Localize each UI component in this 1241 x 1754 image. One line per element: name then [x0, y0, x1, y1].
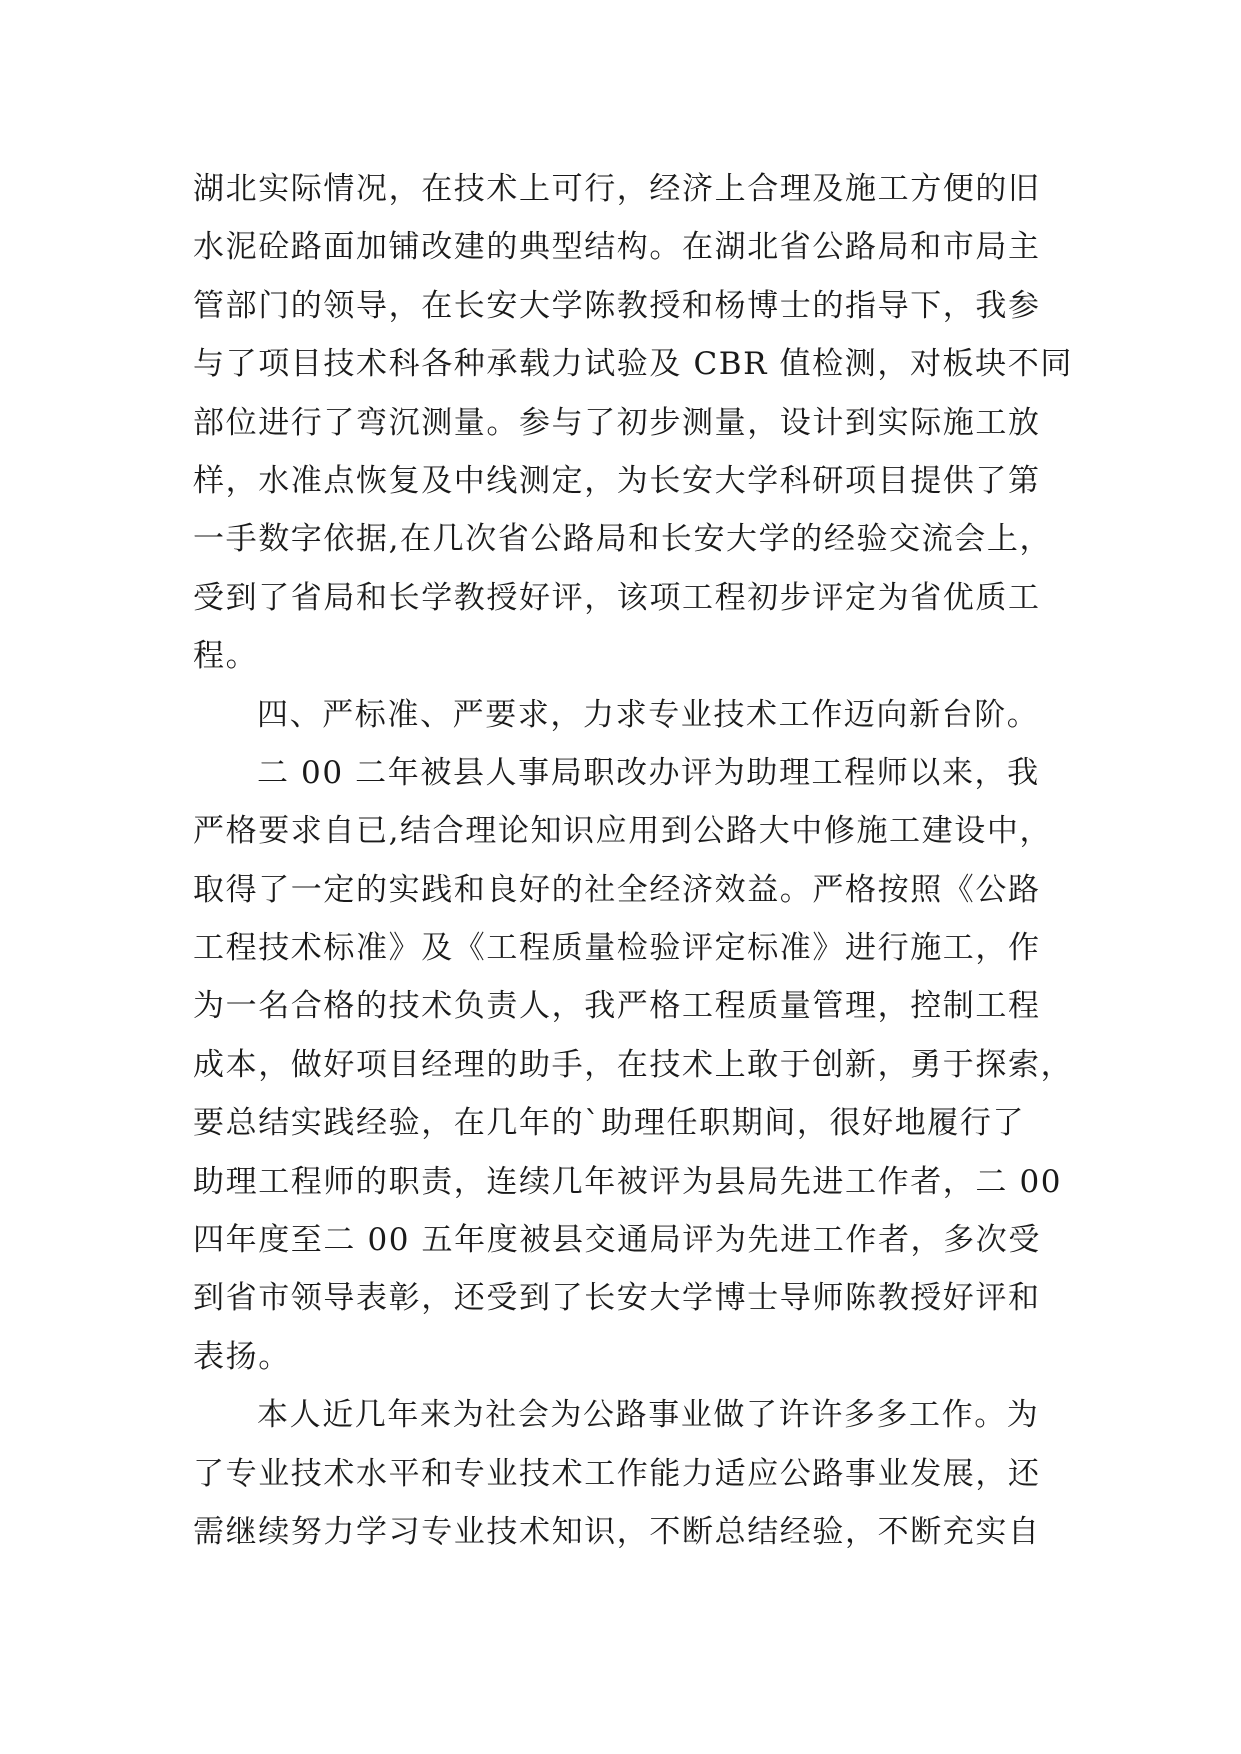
text-line: 水泥砼路面加铺改建的典型结构。在湖北省公路局和市局主 [193, 229, 1041, 266]
text-line: 助理工程师的职责，连续几年被评为县局先进工作者，二 00 [193, 1163, 1063, 1200]
text-line: 成本，做好项目经理的助手，在技术上敢于创新，勇于探索， [193, 1046, 1074, 1083]
text-line: 工程技术标准》及《工程质量检验评定标准》进行施工，作 [193, 930, 1041, 967]
text-line: 表扬。 [193, 1338, 291, 1375]
text-line: 一手数字依据,在几次省公路局和长安大学的经验交流会上， [193, 521, 1053, 558]
text-line: 取得了一定的实践和良好的社全经济效益。严格按照《公路 [193, 871, 1041, 908]
text-line: 需继续努力学习专业技术知识，不断总结经验，不断充实自 [193, 1513, 1041, 1550]
text-line: 管部门的领导，在长安大学陈教授和杨博士的指导下，我参 [193, 287, 1041, 324]
body-text [193, 160, 1074, 1561]
text-line: 四、严标准、严要求，力求专业技术工作迈向新台阶。 [257, 696, 1040, 733]
text-line: 本人近几年来为社会为公路事业做了许许多多工作。为 [257, 1397, 1040, 1434]
text-line: 受到了省局和长学教授好评，该项工程初步评定为省优质工 [193, 579, 1041, 616]
text-line: 了专业技术水平和专业技术工作能力适应公路事业发展，还 [193, 1455, 1041, 1492]
text-line: 二 00 二年被县人事局职改办评为助理工程师以来，我 [257, 754, 1040, 791]
text-line: 四年度至二 00 五年度被县交通局评为先进工作者，多次受 [193, 1222, 1041, 1259]
text-line: 为一名合格的技术负责人，我严格工程质量管理，控制工程 [193, 988, 1041, 1025]
text-line: 与了项目技术科各种承载力试验及 CBR 值检测，对板块不同 [193, 346, 1073, 383]
text-line: 要总结实践经验，在几年的`助理任职期间，很好地履行了 [193, 1105, 1026, 1142]
text-line: 样，水准点恢复及中线测定，为长安大学科研项目提供了第 [193, 462, 1041, 499]
text-line: 程。 [193, 638, 259, 675]
text-line: 严格要求自已,结合理论知识应用到公路大中修施工建设中， [193, 813, 1053, 850]
text-line: 部位进行了弯沉测量。参与了初步测量，设计到实际施工放 [193, 404, 1041, 441]
text-line: 湖北实际情况，在技术上可行，经济上合理及施工方便的旧 [193, 171, 1041, 207]
text-line: 到省市领导表彰，还受到了长安大学博士导师陈教授好评和 [193, 1280, 1041, 1317]
